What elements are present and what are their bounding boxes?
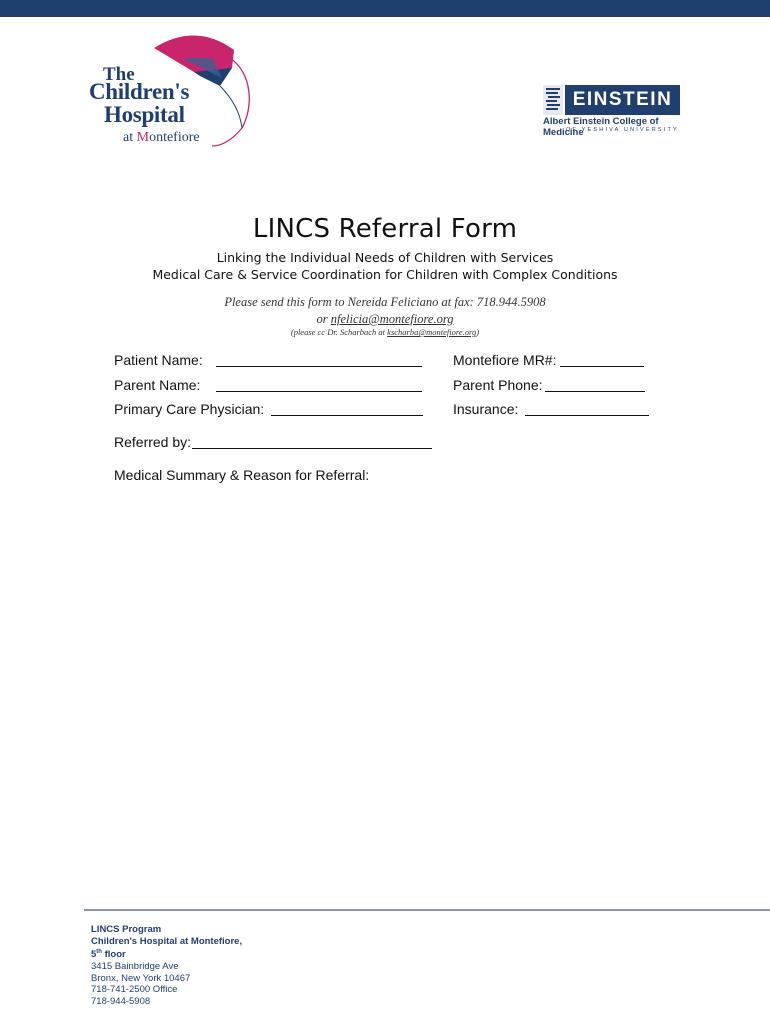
logo-line-hospital: Hospital [104, 102, 185, 127]
footer-floor-number: 5 [91, 949, 97, 961]
footer-street: 3415 Bainbridge Ave [91, 960, 179, 972]
montefiore-mr-field [453, 352, 556, 368]
email-instructions [0, 312, 770, 327]
form-subtitle-2: Medical Care & Service Coordination for Children with Complex Conditions [152, 267, 618, 282]
parent-name-input-line[interactable] [216, 378, 422, 392]
cc-email-link[interactable]: kscharba@montefiore.org [387, 327, 477, 337]
primary-care-physician-label: Primary Care Physician: [114, 401, 265, 417]
parent-name-label: Parent Name: [114, 377, 201, 393]
footer-office-phone: 718-741-2500 Office [91, 984, 178, 996]
form-subtitle-1: Linking the Individual Needs of Children with Services [216, 250, 554, 265]
top-header-bar [0, 0, 770, 17]
patient-name-label: Patient Name: [114, 352, 203, 368]
einstein-mark-icon [543, 85, 563, 115]
cc-suffix: ) [476, 327, 480, 337]
parent-name-field [114, 377, 200, 393]
parent-phone-input-line[interactable] [545, 378, 645, 392]
montefiore-mr-input-line[interactable] [560, 353, 644, 367]
primary-care-physician-input-line[interactable] [271, 402, 423, 416]
footer-address-block [91, 924, 242, 1007]
referred-by-label: Referred by: [114, 434, 192, 450]
referred-by-field [114, 434, 191, 450]
logo-at-prefix: at [123, 130, 137, 145]
parent-phone-label: Parent Phone: [453, 377, 543, 393]
logo-m-letter: M [136, 130, 150, 145]
referred-by-input-line[interactable] [192, 435, 432, 449]
insurance-field [453, 401, 518, 417]
primary-care-physician-field [114, 401, 264, 417]
insurance-input-line[interactable] [525, 402, 649, 416]
footer-divider [84, 909, 770, 911]
einstein-logo [543, 80, 688, 140]
einstein-university: OF YESHIVA UNIVERSITY [566, 127, 679, 133]
footer-fax: 718-944-5908 [91, 995, 151, 1007]
parent-phone-field [453, 377, 543, 393]
logo-line-the: The [103, 64, 135, 85]
cc-prefix: (please cc Dr. Scharbach at [290, 327, 388, 337]
patient-name-field [114, 352, 203, 368]
email-or-prefix: or [316, 312, 331, 326]
insurance-label: Insurance: [453, 401, 519, 417]
montefiore-mr-label: Montefiore MR#: [453, 352, 557, 368]
cc-instructions [0, 327, 770, 337]
fax-instructions: Please send this form to Nereida Feliciano at fax: 718.944.5908 [224, 295, 546, 309]
childrens-hospital-logo [82, 28, 262, 153]
form-title: LINCS Referral Form [252, 214, 518, 244]
logo-line-at-montefiore [123, 130, 200, 146]
footer-hospital: Children's Hospital at Montefiore, [91, 935, 243, 947]
email-link[interactable]: nfelicia@montefiore.org [330, 312, 454, 326]
footer-city: Bronx, New York 10467 [91, 972, 191, 984]
footer-program: LINCS Program [91, 924, 162, 935]
patient-name-input-line[interactable] [216, 353, 422, 367]
einstein-wordmark: EINSTEIN [565, 85, 680, 115]
footer-floor-suffix: th [96, 949, 102, 956]
footer-floor [91, 947, 242, 961]
footer-floor-word: floor [101, 949, 126, 961]
logo-line-childrens: Children's [89, 79, 190, 104]
medical-summary-label: Medical Summary & Reason for Referral: [114, 467, 370, 483]
einstein-college-name: Albert Einstein College of Medicine [543, 116, 659, 138]
logo-ontefiore: ontefiore [149, 130, 200, 145]
